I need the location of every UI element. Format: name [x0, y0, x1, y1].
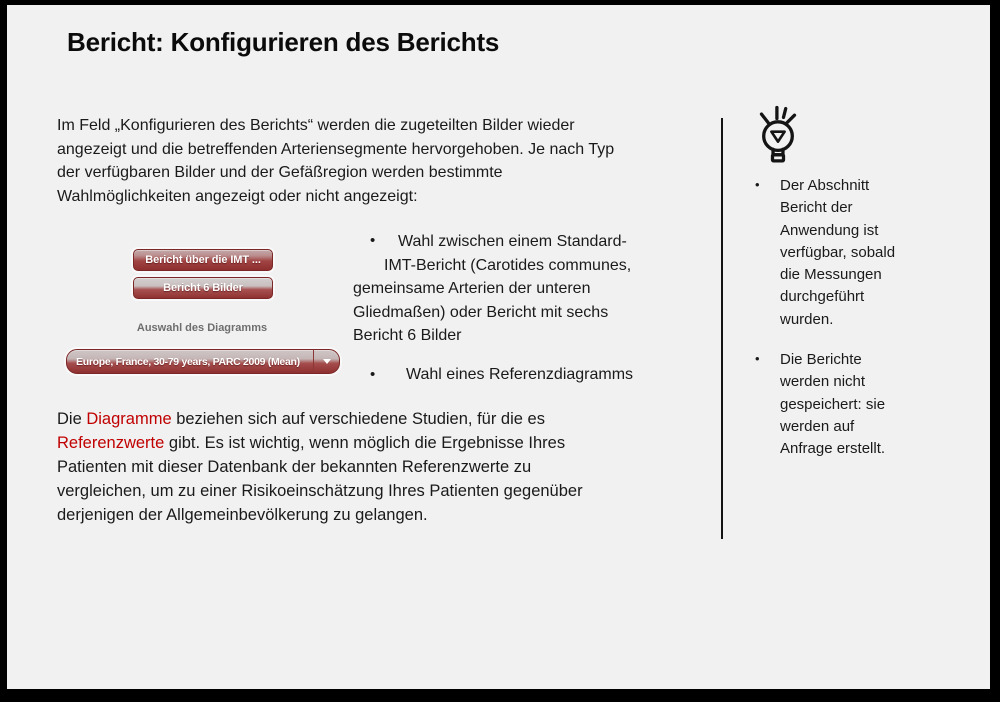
vertical-divider: [721, 118, 723, 539]
six-images-report-button-label: Bericht 6 Bilder: [163, 282, 243, 294]
imt-report-button[interactable]: [133, 249, 273, 271]
six-images-report-button[interactable]: [133, 277, 273, 299]
slide-page: [7, 5, 990, 689]
option-item-reference-chart: Wahl eines Referenzdiagramms: [406, 366, 634, 383]
tip-reports-not-saved: Die Berichte werden nicht gespeichert: sie werden auf Anfrage erstellt.: [780, 351, 886, 458]
reference-chart-dropdown-value: Europe, France, 30-79 years, PARC 2009 (Mean): [76, 355, 300, 368]
option-item-report-type: Wahl zwischen einem Standard- IMT-Bericht (Carotides communes, gemeinsame Arterien der unteren Gliedmaßen) oder Bericht mit sechs Bericht 6 Bilder: [353, 233, 632, 344]
bullet-marker: •: [755, 177, 760, 192]
imt-report-button-label: Bericht über die IMT ...: [145, 254, 261, 266]
page-title: Bericht: Konfigurieren des Berichts: [67, 27, 500, 57]
chevron-down-icon[interactable]: [313, 350, 339, 373]
bullet-marker: •: [755, 351, 760, 366]
chevron-down-glyph: [323, 359, 331, 364]
reference-chart-dropdown[interactable]: [66, 349, 340, 374]
bullet-marker: •: [370, 232, 376, 249]
intro-paragraph: Im Feld „Konfigurieren des Berichts“ werden die zugeteilten Bilder wieder angezeigt und die betreffenden Arteriensegmente hervorgehoben. Je nach Typ der verfügbaren Bilder und der Gefäßregion werden bestimmte Wahlmöglichkeiten angezeigt oder nicht angezeigt:: [57, 117, 615, 205]
chart-selection-label: Auswahl des Diagramms: [136, 322, 268, 334]
bullet-marker: •: [370, 366, 376, 383]
lightbulb-icon: [749, 102, 807, 168]
note-paragraph: Die Diagramme beziehen sich auf verschiedene Studien, für die es Referenzwerte gibt. Es ist wichtig, wenn möglich die Ergebnisse Ihres Patienten mit dieser Datenbank der bekannten Referenzwerte zu vergleichen, um zu einer Risikoeinschätzung Ihres Patienten gegenüber derjenigen der Allgemeinbevölkerung zu gelangen.: [57, 410, 583, 524]
tip-report-availability: Der Abschnitt Bericht der Anwendung ist verfügbar, sobald die Messungen durchgeführt wurden.: [780, 177, 896, 328]
